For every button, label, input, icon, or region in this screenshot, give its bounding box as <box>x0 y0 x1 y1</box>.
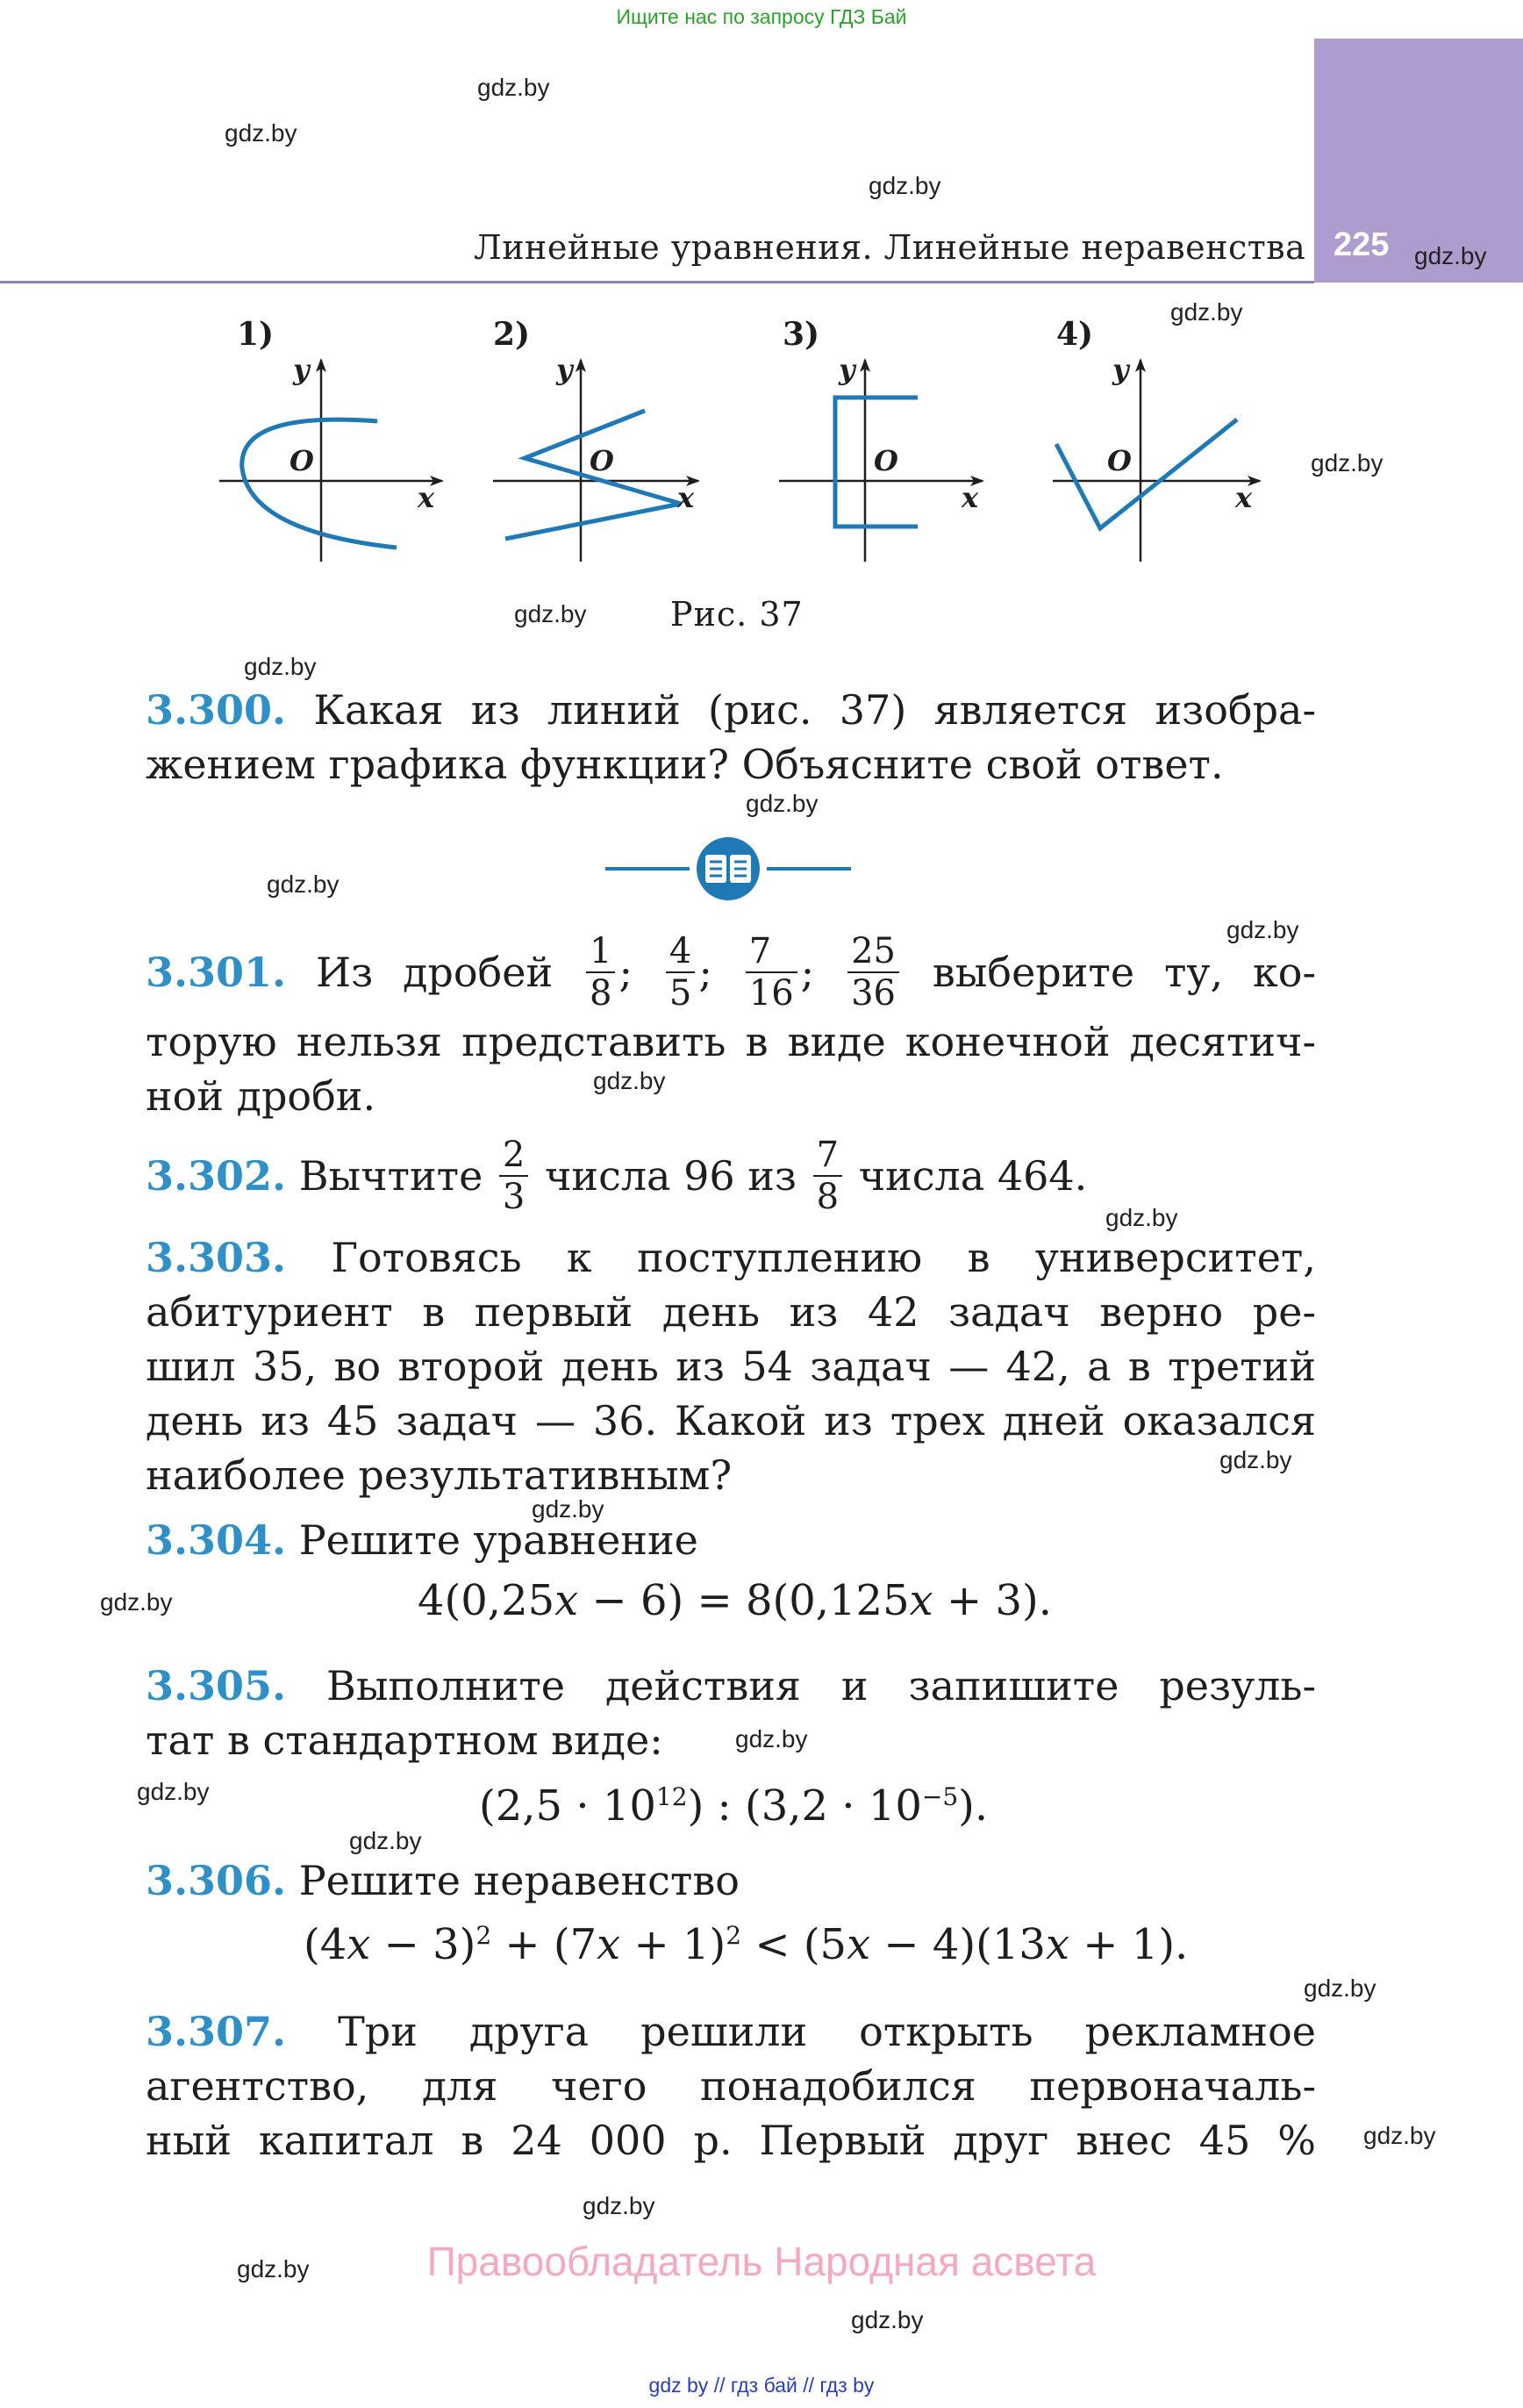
axis-label-y: y <box>556 353 573 386</box>
figure-caption: Рис. 37 <box>670 595 804 634</box>
problem-number: 3.301. <box>146 949 287 996</box>
problem-number: 3.304. <box>146 1516 287 1564</box>
problem-3-304: 3.304. Решите уравнение <box>146 1516 698 1564</box>
figure-label-1: 1) <box>237 316 275 353</box>
origin-label: O <box>874 444 898 477</box>
axis-label-y: y <box>1112 353 1129 386</box>
page-number: 225 <box>1334 226 1390 263</box>
watermark: gdz.by <box>1226 916 1299 943</box>
fraction: $\frac{7}{16}$ <box>746 934 797 1011</box>
problem-3-305: 3.305. Выполните действия и запишите резуль- тат в стандартном виде: <box>146 1662 1316 1764</box>
figure-37-graphs <box>0 0 1523 649</box>
curve-parabola <box>242 419 397 548</box>
problem-number: 3.305. <box>146 1662 287 1709</box>
watermark: gdz.by <box>100 1588 173 1616</box>
running-title: Линейные уравнения. Линейные неравенства <box>474 228 1306 267</box>
axis-label-x: x <box>1235 481 1253 514</box>
watermark: gdz.by <box>349 1827 422 1854</box>
watermark: gdz.by <box>1170 298 1243 326</box>
watermark: gdz.by <box>1304 1974 1376 2002</box>
problem-3-301: 3.301. Из дробей $\frac{1}{8}$ ; $\frac{4}{5}$ ; $\frac{7}{16}$ ; $\frac{25}{36}$ выберите ту, ко- торую нельзя представить в виде конечной десятич- ной дроби. <box>146 931 1317 1120</box>
origin-label: O <box>290 444 314 477</box>
figure-label-3: 3) <box>783 316 820 353</box>
figure-label-2: 2) <box>493 316 531 353</box>
problem-number: 3.307. <box>146 2008 287 2055</box>
book-section-divider <box>597 834 860 904</box>
watermark: gdz.by <box>1219 1446 1292 1473</box>
watermark: gdz.by <box>851 2306 924 2333</box>
watermark: gdz.by <box>1311 449 1384 477</box>
fraction: $\frac{4}{5}$ <box>666 934 695 1011</box>
inequality-3-306: $(4x - 3)^2 + (7x + 1)^2 < (5x - 4)(13x + 1)$. <box>304 1920 1189 1969</box>
watermark: gdz.by <box>225 119 297 147</box>
fraction: $\frac{2}{3}$ <box>499 1137 528 1215</box>
watermark: gdz.by <box>514 600 587 627</box>
problem-number: 3.303. <box>146 1234 287 1281</box>
watermark: gdz.by <box>244 653 317 680</box>
top-site-note: Ищите нас по запросу ГДЗ Бай <box>616 5 907 28</box>
problem-3-303: 3.303. Готовясь к поступлению в университет, абитуриент в первый день из 42 задач верно ре- шил 35, во второй день из 54 задач — 42, а в третий день из 45 задач — 36. Какой из трех дней оказался наиболее результативным? <box>146 1234 1317 1499</box>
problem-number: 3.306. <box>146 1857 287 1904</box>
watermark: gdz.by <box>1414 242 1487 269</box>
axis-label-x: x <box>677 481 695 514</box>
problem-3-307: 3.307. Три друга решили открыть рекламное агентство, для чего понадобился первоначаль- ный капитал в 24 000 р. Первый друг внес 45 % <box>146 2008 1316 2164</box>
watermark: gdz.by <box>746 790 819 817</box>
watermark: gdz.by <box>137 1778 210 1805</box>
watermark: gdz.by <box>1105 1204 1178 1231</box>
watermark: gdz.by <box>593 1067 666 1094</box>
fraction: $\frac{1}{8}$ <box>586 934 615 1011</box>
equation-3-304: 4(0,25x − 6) = 8(0,125x + 3). <box>418 1576 1052 1625</box>
watermark: gdz.by <box>735 1725 808 1752</box>
axis-label-x: x <box>962 481 979 514</box>
problem-number: 3.302. <box>146 1152 287 1200</box>
watermark: gdz.by <box>532 1495 604 1523</box>
problem-3-306: 3.306. Решите неравенство <box>146 1857 740 1904</box>
fraction: $\frac{7}{8}$ <box>813 1137 842 1215</box>
problem-3-302: 3.302. Вычтите $\frac{2}{3}$ числа 96 из $\frac{7}{8}$ числа 464. <box>146 1135 1088 1217</box>
problem-3-300: 3.300. Какая из линий (рис. 37) является изобра- жением графика функции? Объясните свой ответ. <box>146 686 1317 788</box>
book-icon <box>697 837 760 900</box>
origin-label: O <box>1107 444 1132 477</box>
watermark: gdz.by <box>869 172 941 199</box>
watermark: gdz.by <box>237 2255 310 2283</box>
axis-label-y: y <box>839 353 855 386</box>
bottom-site-note: gdz by // гдз бай // гдз by <box>648 2374 875 2397</box>
copyright-notice: Правообладатель Народная асвета <box>426 2239 1097 2284</box>
figure-label-4: 4) <box>1056 316 1094 353</box>
origin-label: O <box>590 444 614 477</box>
problem-number: 3.300. <box>146 686 287 734</box>
watermark: gdz.by <box>583 2192 655 2219</box>
watermark: gdz.by <box>1363 2122 1436 2149</box>
axis-label-x: x <box>418 481 435 514</box>
watermark: gdz.by <box>477 74 550 101</box>
expression-3-305: $(2,5 \cdot 10^{12})$ : $(3,2 \cdot 10^{-5})$. <box>479 1781 989 1831</box>
axis-label-y: y <box>293 353 310 386</box>
watermark: gdz.by <box>267 871 340 898</box>
fraction: $\frac{25}{36}$ <box>847 934 899 1011</box>
curve-checkmark <box>1056 419 1237 528</box>
